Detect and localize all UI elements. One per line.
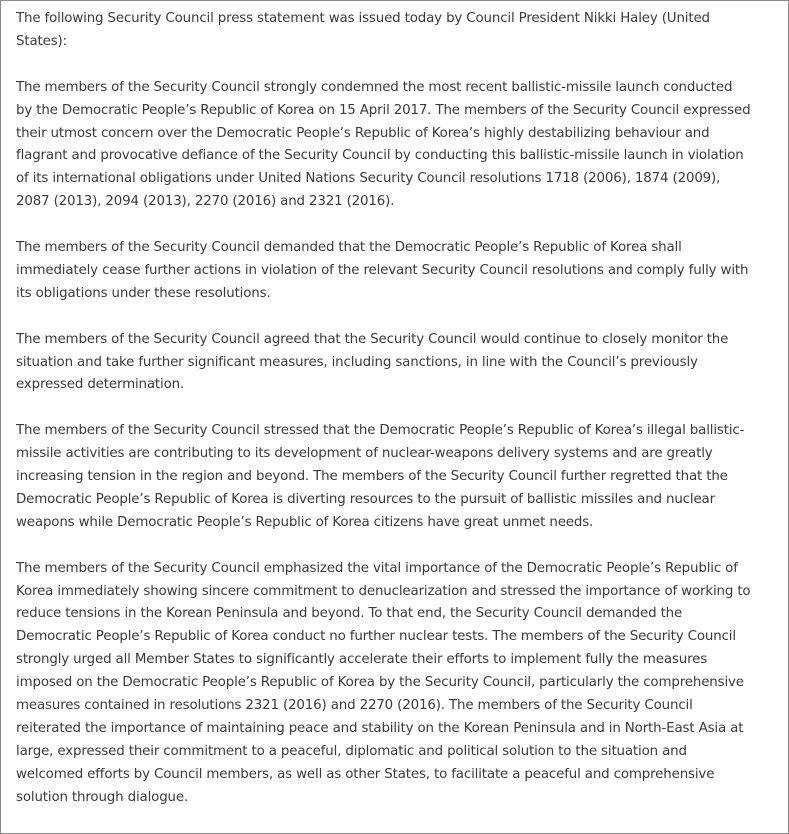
press-statement (16, 8, 751, 833)
intro-paragraph: The following Security Council press statement was issued today by Council President Nikki Haley (United States): (16, 11, 710, 49)
paragraph-condemnation: The members of the Security Council strongly condemned the most recent ballistic-missile launch conducted by the Democratic People’s Republic of Korea on 15 April 2017. The members of the Security Council expressed their utmost concern over the Democratic People’s Republic of Korea’s highly destabilizing behaviour and flagrant and provocative defiance of the Security Council by conducting this ballistic-missile launch in violation of its international obligations under United Nations Security Council resolutions 1718 (2006), 1874 (2009), 2087 (2013), 2094 (2013), 2270 (2016) and 2321 (2016). (16, 79, 751, 210)
paragraph-monitoring: The members of the Security Council agreed that the Security Council would continue to closely monitor the situation and take further significant measures, including sanctions, in line with the Council’s previously expressed determination. (16, 331, 729, 393)
paragraph-demand: The members of the Security Council demanded that the Democratic People’s Republic of Korea shall immediately cease further actions in violation of the relevant Security Council resolutions and comply fully with its obligations under these resolutions. (16, 240, 749, 301)
paragraph-concern: The members of the Security Council stressed that the Democratic People’s Republic of Korea’s illegal ballistic-missile activities are contributing to its development of nuclear-weapons delivery systems and are greatly increasing tension in the region and beyond. The members of the Security Council further regretted that the Democratic People’s Republic of Korea is diverting resources to the pursuit of ballistic missiles and nuclear weapons while Democratic People’s Republic of Korea citizens have great unmet needs. (16, 423, 745, 530)
paragraph-denuclearization: The members of the Security Council emphasized the vital importance of the Democratic People’s Republic of Korea immediately showing sincere commitment to denuclearization and stressed the importance of working to reduce tensions in the Korean Peninsula and beyond. To that end, the Security Council demanded the Democratic People’s Republic of Korea conduct no further nuclear tests. The members of the Security Council strongly urged all Member States to significantly accelerate their efforts to implement fully the measures imposed on the Democratic People’s Republic of Korea by the Security Council, particularly the comprehensive measures contained in resolutions 2321 (2016) and 2270 (2016). The members of the Security Council reiterated the importance of maintaining peace and stability on the Korean Peninsula and in North-East Asia at large, expressed their commitment to a peaceful, diplomatic and political solution to the situation and welcomed efforts by Council members, as well as other States, to facilitate a peaceful and comprehensive solution through dialogue. (16, 560, 751, 805)
